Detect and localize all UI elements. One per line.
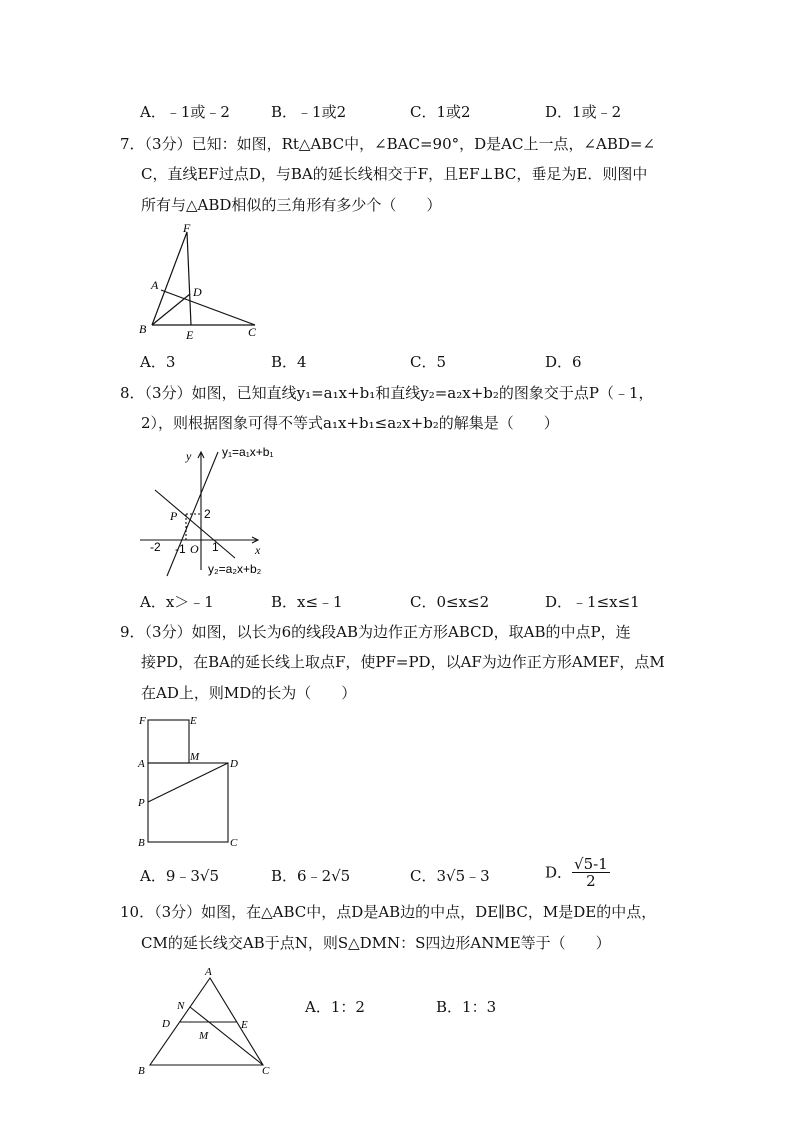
q9-line-3: 在AD上，则MD的长为（ ） (141, 684, 357, 702)
q7-label-b: B (139, 322, 147, 336)
q8-tick-neg2: -2 (150, 540, 161, 554)
q8-option-a: A．x＞﹣1 (140, 593, 214, 611)
q8-option-d: D．﹣1≤x≤1 (545, 593, 640, 611)
q8-number: 8．（3分） (120, 384, 192, 402)
q8-line2-label: y₂=a₂x+b₂ (208, 562, 262, 576)
q8-p-label: P (170, 509, 178, 523)
q10-label-n: N (177, 1000, 185, 1012)
q8-tick-neg1: -1 (175, 542, 186, 556)
q8-line-2: 2），则根据图象可得不等式a₁x+b₁≤a₂x+b₂的解集是（ ） (141, 414, 559, 432)
q10-option-a: A．1：2 (305, 998, 365, 1016)
q10-line-1 (120, 902, 656, 922)
q9-label-d: D (230, 758, 238, 770)
q8-tick-1: 1 (212, 540, 219, 554)
q9-line-1 (120, 622, 631, 642)
q8-option-b: B．x≤﹣1 (271, 593, 343, 611)
q8-option-c: C．0≤x≤2 (410, 593, 490, 611)
q8-origin-label: O (190, 542, 199, 556)
q8-tick-2: 2 (204, 507, 211, 521)
q7-figure (130, 220, 270, 345)
q8-text-1: 如图，已知直线y₁=a₁x+b₁和直线y₂=a₂x+b₂的图象交于点P（﹣1， (191, 384, 654, 402)
q10-number: 10．（3分） (120, 903, 202, 921)
q10-text-1: 如图，在△ABC中，点D是AB边的中点，DE∥BC，M是DE的中点， (201, 903, 657, 921)
q10-label-b: B (138, 1065, 145, 1077)
q9-label-a: A (138, 758, 145, 770)
q7-number: 7．（3分） (120, 135, 192, 153)
q7-line-1 (120, 134, 655, 154)
q10-label-m: M (199, 1030, 209, 1042)
q10-figure (130, 960, 280, 1085)
q9-figure (130, 710, 250, 855)
q9-segment-pd (148, 763, 228, 802)
q7-segment-fe (187, 232, 191, 325)
q9-label-p: P (138, 797, 145, 809)
q9-option-d-numerator: √5-1 (574, 855, 608, 873)
q7-option-d: D．6 (545, 353, 582, 371)
q9-option-d-denominator: 2 (586, 872, 596, 890)
q9-option-d-fraction (572, 856, 610, 889)
q7-label-e: E (186, 328, 194, 342)
q9-square-abcd (148, 763, 228, 842)
q10-label-a: A (205, 966, 212, 978)
q8-line-1 (120, 383, 654, 403)
q8-x-label: x (255, 543, 261, 557)
q9-option-d (545, 856, 610, 889)
q9-label-m: M (190, 751, 200, 763)
q7-option-b: B．4 (271, 353, 307, 371)
q9-label-f: F (139, 715, 146, 727)
q7-label-f: F (183, 221, 191, 235)
q7-label-c: C (248, 325, 257, 339)
q9-line-2: 接PD，在BA的延长线上取点F，使PF=PD，以AF为边作正方形AMEF，点M (141, 653, 665, 671)
q6-option-b: B．﹣1或2 (271, 103, 347, 121)
q10-line-2: CM的延长线交AB于点N，则S△DMN：S四边形ANME等于（ ） (141, 934, 611, 952)
q7-option-a: A．3 (140, 353, 176, 371)
q7-label-a: A (151, 278, 159, 292)
q9-label-c: C (230, 837, 238, 849)
q10-label-c: C (262, 1065, 270, 1077)
q9-label-e: E (190, 715, 197, 727)
q6-option-d: D．1或﹣2 (545, 103, 622, 121)
q8-y-label: y (186, 449, 192, 463)
q9-label-b: B (138, 837, 145, 849)
q10-label-e: E (241, 1019, 248, 1031)
q7-option-c: C．5 (410, 353, 447, 371)
q7-segment-ac (161, 290, 255, 325)
q9-option-b: B．6﹣2√5 (271, 867, 351, 885)
q6-option-a: A．﹣1或﹣2 (140, 103, 230, 121)
q9-text-1: 如图，以长为6的线段AB为边作正方形ABCD，取AB的中点P，连 (191, 623, 631, 641)
q7-line-2: C，直线EF过点D，与BA的延长线相交于F，且EF⊥BC，垂足为E．则图中 (141, 165, 648, 183)
q10-option-b: B．1：3 (436, 998, 497, 1016)
q8-figure (130, 440, 300, 580)
q9-option-d-prefix: D． (545, 863, 573, 882)
q9-option-c: C．3√5﹣3 (410, 867, 490, 885)
q9-square-amef (148, 720, 189, 763)
q6-option-c: C．1或2 (410, 103, 471, 121)
q9-number: 9．（3分） (120, 623, 192, 641)
q7-line-3: 所有与△ABD相似的三角形有多少个（ ） (141, 196, 442, 214)
q7-label-d: D (193, 285, 202, 299)
q7-text-1: 已知：如图，Rt△ABC中，∠BAC=90°，D是AC上一点，∠ABD=∠ (191, 135, 656, 153)
q10-label-d: D (162, 1018, 170, 1030)
q9-option-a: A．9﹣3√5 (140, 867, 220, 885)
q8-line1-label: y₁=a₁x+b₁ (222, 445, 274, 459)
